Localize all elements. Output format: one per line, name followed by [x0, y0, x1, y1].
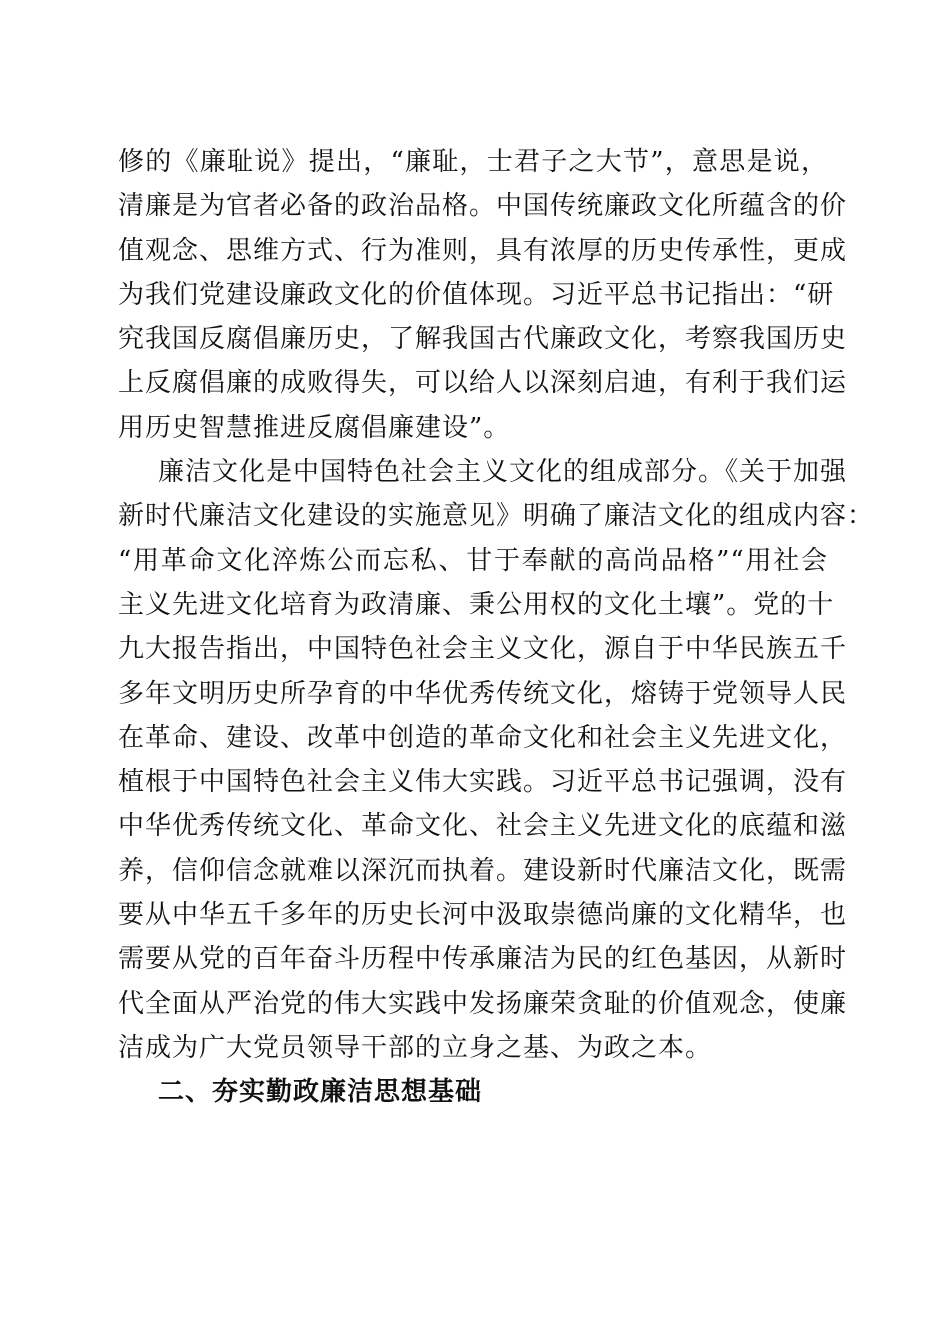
paragraph-line: 在革命、建设、改革中创造的革命文化和社会主义先进文化， [118, 722, 848, 753]
paragraph-line: 修的《廉耻说》提出，“廉耻，士君子之大节”，意思是说， [118, 147, 828, 177]
paragraph-line: 要从中华五千多年的历史长河中汲取崇德尚廉的文化精华，也 [118, 900, 848, 931]
paragraph-line: 值观念、思维方式、行为准则，具有浓厚的历史传承性，更成 [118, 235, 848, 266]
paragraph-line: 养，信仰信念就难以深沉而执着。建设新时代廉洁文化，既需 [118, 855, 848, 886]
paragraph-2 [118, 450, 875, 1070]
section-heading: 二、夯实勤政廉洁思想基础 [158, 1077, 483, 1108]
paragraph-line: 为我们党建设廉政文化的价值体现。习近平总书记指出：“研 [118, 279, 835, 310]
paragraph-line: 上反腐倡廉的成败得失，可以给人以深刻启迪，有利于我们运 [118, 368, 848, 399]
paragraph-line: 中华优秀传统文化、革命文化、社会主义先进文化的底蕴和滋 [118, 811, 848, 842]
paragraph-line: 用历史智慧推进反腐倡廉建设”。 [118, 412, 511, 443]
paragraph-line: “用革命文化淬炼公而忘私、甘于奉献的高尚品格”“用社会 [118, 545, 828, 576]
paragraph-line: 多年文明历史所孕育的中华优秀传统文化，熔铸于党领导人民 [118, 678, 848, 709]
paragraph-line: 九大报告指出，中国特色社会主义文化，源自于中华民族五千 [118, 634, 848, 665]
paragraph-line: 需要从党的百年奋斗历程中传承廉洁为民的红色基因，从新时 [118, 944, 848, 975]
document-body [118, 140, 875, 1115]
paragraph-1 [118, 140, 848, 450]
paragraph-line: 代全面从严治党的伟大实践中发扬廉荣贪耻的价值观念，使廉 [118, 988, 848, 1019]
paragraph-line: 洁成为广大党员领导干部的立身之基、为政之本。 [118, 1032, 713, 1063]
paragraph-line: 清廉是为官者必备的政治品格。中国传统廉政文化所蕴含的价 [118, 191, 848, 222]
paragraph-line: 廉洁文化是中国特色社会主义文化的组成部分。《关于加强 [158, 457, 848, 488]
paragraph-line: 主义先进文化培育为政清廉、秉公用权的文化土壤”。党的十 [118, 589, 835, 620]
paragraph-line: 植根于中国特色社会主义伟大实践。习近平总书记强调，没有 [118, 767, 848, 798]
paragraph-line: 新时代廉洁文化建设的实施意见》明确了廉洁文化的组成内容： [118, 501, 875, 532]
paragraph-line: 究我国反腐倡廉历史，了解我国古代廉政文化，考察我国历史 [118, 324, 848, 355]
